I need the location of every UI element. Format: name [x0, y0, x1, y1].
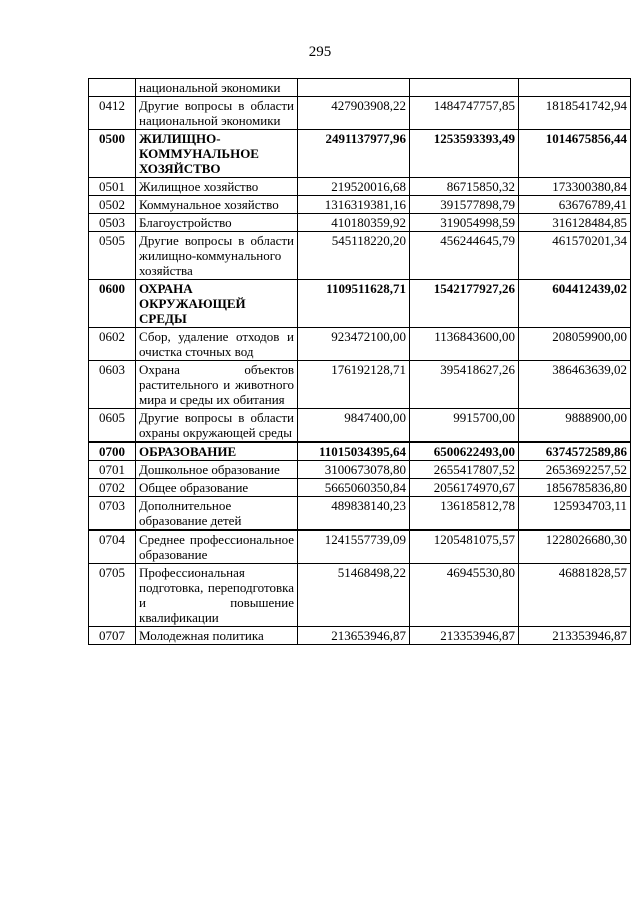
amount-col-3: 208059900,00 [519, 328, 631, 361]
section-name: Жилищное хозяйство [136, 178, 298, 196]
amount-col-2: 213353946,87 [410, 627, 519, 645]
amount-col-2: 1253593393,49 [410, 130, 519, 178]
section-name: ОБРАЗОВАНИЕ [136, 442, 298, 461]
amount-col-3: 2653692257,52 [519, 461, 631, 479]
amount-col-3: 316128484,85 [519, 214, 631, 232]
amount-col-1: 489838140,23 [298, 497, 410, 531]
amount-col-3 [519, 79, 631, 97]
section-code: 0704 [89, 530, 136, 564]
amount-col-3: 6374572589,86 [519, 442, 631, 461]
table-row [89, 232, 631, 280]
amount-col-1: 3100673078,80 [298, 461, 410, 479]
amount-col-2: 395418627,26 [410, 361, 519, 409]
section-name: Охрана объектов растительного и животного мира и среды их обитания [136, 361, 298, 409]
section-code: 0505 [89, 232, 136, 280]
section-name: ОХРАНА ОКРУЖАЮЩЕЙ СРЕДЫ [136, 280, 298, 328]
amount-col-1: 2491137977,96 [298, 130, 410, 178]
section-name: Молодежная политика [136, 627, 298, 645]
section-code: 0605 [89, 409, 136, 443]
section-code: 0503 [89, 214, 136, 232]
section-name: Общее образование [136, 479, 298, 497]
amount-col-2: 2056174970,67 [410, 479, 519, 497]
amount-col-1: 410180359,92 [298, 214, 410, 232]
amount-col-1: 1241557739,09 [298, 530, 410, 564]
amount-col-2: 1205481075,57 [410, 530, 519, 564]
table-row-section [89, 130, 631, 178]
section-code: 0412 [89, 97, 136, 130]
section-code: 0705 [89, 564, 136, 627]
section-name: Другие вопросы в области охраны окружающей среды [136, 409, 298, 443]
amount-col-3: 1856785836,80 [519, 479, 631, 497]
table-row [89, 479, 631, 497]
table-row [89, 196, 631, 214]
section-code: 0701 [89, 461, 136, 479]
section-code: 0602 [89, 328, 136, 361]
amount-col-1: 9847400,00 [298, 409, 410, 443]
table-row [89, 97, 631, 130]
section-name: Благоустройство [136, 214, 298, 232]
table-row-section [89, 280, 631, 328]
table-row [89, 530, 631, 564]
table-row [89, 461, 631, 479]
amount-col-2: 1136843600,00 [410, 328, 519, 361]
section-name: национальной экономики [136, 79, 298, 97]
section-code: 0703 [89, 497, 136, 531]
section-code: 0502 [89, 196, 136, 214]
section-name: ЖИЛИЩНО-КОММУНАЛЬНОЕ ХОЗЯЙСТВО [136, 130, 298, 178]
amount-col-2 [410, 79, 519, 97]
section-code: 0700 [89, 442, 136, 461]
table-row [89, 564, 631, 627]
amount-col-3: 173300380,84 [519, 178, 631, 196]
amount-col-3: 1228026680,30 [519, 530, 631, 564]
amount-col-3: 1014675856,44 [519, 130, 631, 178]
table-row [89, 497, 631, 531]
section-name: Среднее профессиональное образование [136, 530, 298, 564]
amount-col-1: 11015034395,64 [298, 442, 410, 461]
table-row [89, 361, 631, 409]
section-name: Коммунальное хозяйство [136, 196, 298, 214]
section-code: 0600 [89, 280, 136, 328]
section-name: Сбор, удаление отходов и очистка сточных вод [136, 328, 298, 361]
amount-col-3: 461570201,34 [519, 232, 631, 280]
amount-col-3: 63676789,41 [519, 196, 631, 214]
amount-col-2: 2655417807,52 [410, 461, 519, 479]
table-row-section [89, 442, 631, 461]
amount-col-1: 427903908,22 [298, 97, 410, 130]
amount-col-1: 51468498,22 [298, 564, 410, 627]
amount-col-3: 604412439,02 [519, 280, 631, 328]
amount-col-2: 136185812,78 [410, 497, 519, 531]
amount-col-2: 1542177927,26 [410, 280, 519, 328]
section-name: Дошкольное образование [136, 461, 298, 479]
amount-col-3: 9888900,00 [519, 409, 631, 443]
amount-col-3: 386463639,02 [519, 361, 631, 409]
budget-table [88, 78, 631, 645]
section-code [89, 79, 136, 97]
amount-col-3: 46881828,57 [519, 564, 631, 627]
amount-col-2: 456244645,79 [410, 232, 519, 280]
amount-col-2: 1484747757,85 [410, 97, 519, 130]
amount-col-2: 319054998,59 [410, 214, 519, 232]
amount-col-1: 213653946,87 [298, 627, 410, 645]
section-code: 0707 [89, 627, 136, 645]
amount-col-1: 1316319381,16 [298, 196, 410, 214]
table-row [89, 409, 631, 443]
section-name: Другие вопросы в области национальной экономики [136, 97, 298, 130]
page-number: 295 [308, 44, 332, 60]
amount-col-1: 5665060350,84 [298, 479, 410, 497]
section-code: 0603 [89, 361, 136, 409]
amount-col-3: 213353946,87 [519, 627, 631, 645]
table-row [89, 79, 631, 97]
amount-col-2: 46945530,80 [410, 564, 519, 627]
section-code: 0501 [89, 178, 136, 196]
section-name: Профессиональная подготовка, переподготовка и повышение квалификации [136, 564, 298, 627]
table-row [89, 627, 631, 645]
amount-col-2: 9915700,00 [410, 409, 519, 443]
amount-col-3: 125934703,11 [519, 497, 631, 531]
section-name: Другие вопросы в области жилищно-коммунального хозяйства [136, 232, 298, 280]
amount-col-1: 176192128,71 [298, 361, 410, 409]
table-row [89, 214, 631, 232]
amount-col-1: 923472100,00 [298, 328, 410, 361]
amount-col-1: 219520016,68 [298, 178, 410, 196]
amount-col-2: 391577898,79 [410, 196, 519, 214]
section-code: 0500 [89, 130, 136, 178]
amount-col-1: 545118220,20 [298, 232, 410, 280]
section-name: Дополнительное образование детей [136, 497, 298, 531]
amount-col-2: 6500622493,00 [410, 442, 519, 461]
amount-col-2: 86715850,32 [410, 178, 519, 196]
table-row [89, 178, 631, 196]
section-code: 0702 [89, 479, 136, 497]
amount-col-1 [298, 79, 410, 97]
amount-col-1: 1109511628,71 [298, 280, 410, 328]
table-row [89, 328, 631, 361]
amount-col-3: 1818541742,94 [519, 97, 631, 130]
